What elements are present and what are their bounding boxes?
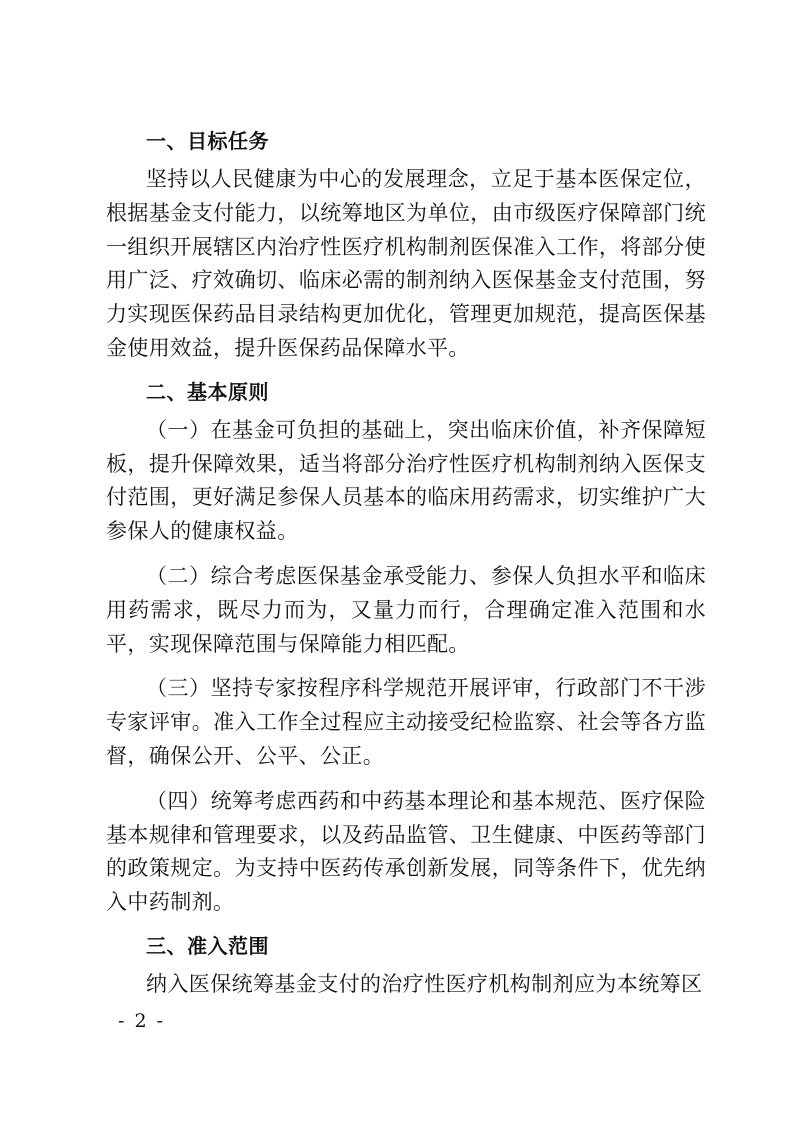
section-goal-tasks xyxy=(106,126,706,366)
paragraph: （三）坚持专家按程序科学规范开展评审，行政部门不干涉专家评审。准入工作全过程应主动接受纪检监察、社会等各方监督，确保公开、公平、公正。 xyxy=(106,676,706,768)
section-basic-principles xyxy=(106,377,706,920)
paragraph: 坚持以人民健康为中心的发展理念，立足于基本医保定位，根据基金支付能力，以统筹地区为单位，由市级医疗保障部门统一组织开展辖区内治疗性医疗机构制剂医保准入工作，将部分使用广泛、疗效确切、临床必需的制剂纳入医保基金支付范围，努力实现医保药品目录结构更加优化，管理更加规范，提高医保基金使用效益，提升医保药品保障水平。 xyxy=(106,167,706,360)
paragraph: 纳入医保统筹基金支付的治疗性医疗机构制剂应为本统筹区 xyxy=(146,971,703,996)
section-heading: 三、准入范围 xyxy=(146,933,269,958)
paragraph: （四）统筹考虑西药和中药基本理论和基本规范、医疗保险基本规律和管理要求，以及药品监管、卫生健康、中医药等部门的政策规定。为支持中医药传承创新发展，同等条件下，优先纳入中药制剂。 xyxy=(106,788,706,915)
section-admission-scope xyxy=(106,931,706,1002)
section-heading: 一、目标任务 xyxy=(146,129,269,153)
page-number: - 2 - xyxy=(118,1010,166,1032)
paragraph: （二）综合考虑医保基金承受能力、参保人负担水平和临床用药需求，既尽力而为，又量力而行，合理确定准入范围和水平，实现保障范围与保障能力相匹配。 xyxy=(106,563,706,656)
section-heading: 二、基本原则 xyxy=(146,379,269,404)
paragraph: （一）在基金可负担的基础上，突出临床价值，补齐保障短板，提升保障效果，适当将部分治疗性医疗机构制剂纳入医保支付范围，更好满足参保人员基本的临床用药需求，切实维护广大参保人的健康权益。 xyxy=(106,417,706,544)
document-body xyxy=(106,122,706,1013)
